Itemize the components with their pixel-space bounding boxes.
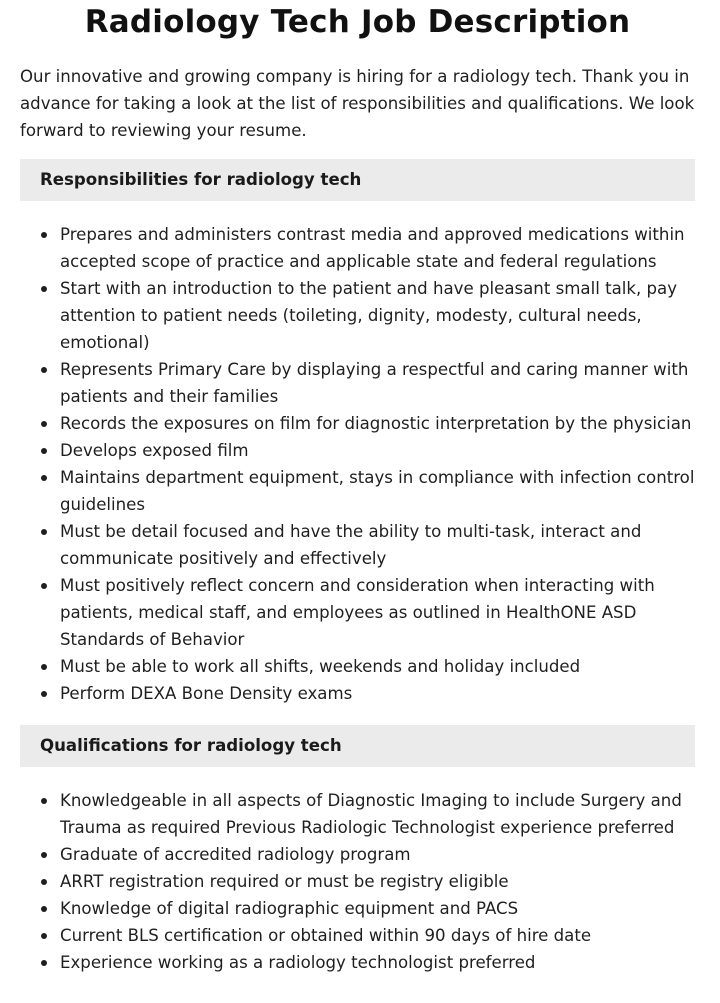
list-item [60, 410, 695, 437]
bullet-icon [41, 798, 47, 804]
list-item [60, 356, 695, 410]
list-item [60, 275, 695, 356]
bullet-icon [41, 906, 47, 912]
list-item-text: Must be detail focused and have the ability to multi-task, interact and communicate positively and effectively [60, 522, 642, 568]
bullet-icon [41, 583, 47, 589]
list-item-text: Develops exposed film [60, 441, 249, 460]
list-item [60, 518, 695, 572]
list-item [60, 895, 695, 922]
list-item [60, 787, 695, 841]
bullet-icon [41, 529, 47, 535]
bullet-icon [41, 933, 47, 939]
list-item-text: Experience working as a radiology technologist preferred [60, 953, 536, 972]
bullet-icon [41, 232, 47, 238]
bullet-icon [41, 664, 47, 670]
list-item [60, 464, 695, 518]
list-item [60, 841, 695, 868]
list-item-text: Knowledgeable in all aspects of Diagnostic Imaging to include Surgery and Trauma as required Previous Radiologic Technologist experience preferred [60, 791, 682, 837]
list-item-text: Maintains department equipment, stays in compliance with infection control guidelines [60, 468, 695, 514]
bullet-icon [41, 852, 47, 858]
list-item [60, 437, 695, 464]
qualifications-list [20, 787, 695, 976]
bullet-icon [41, 879, 47, 885]
qualifications-heading: Qualifications for radiology tech [20, 725, 695, 767]
list-item-text: Current BLS certification or obtained within 90 days of hire date [60, 926, 592, 945]
bullet-icon [41, 448, 47, 454]
bullet-icon [41, 475, 47, 481]
page-title: Radiology Tech Job Description [84, 4, 631, 40]
list-item [60, 949, 695, 976]
bullet-icon [41, 960, 47, 966]
list-item-text: Must positively reflect concern and consideration when interacting with patients, medical staff, and employees as outlined in HealthONE ASD Standards of Behavior [60, 576, 655, 649]
list-item-text: Records the exposures on film for diagnostic interpretation by the physician [60, 414, 692, 433]
bullet-icon [41, 286, 47, 292]
bullet-icon [41, 367, 47, 373]
list-item-text: Start with an introduction to the patient and have pleasant small talk, pay attention to patient needs (toileting, dignity, modesty, cultural needs, emotional) [60, 279, 678, 352]
bullet-icon [41, 691, 47, 697]
list-item-text: Perform DEXA Bone Density exams [60, 684, 353, 703]
list-item-text: Must be able to work all shifts, weekends and holiday included [60, 657, 581, 676]
list-item-text: Knowledge of digital radiographic equipment and PACS [60, 899, 519, 918]
bullet-icon [41, 421, 47, 427]
list-item-text: Prepares and administers contrast media and approved medications within accepted scope of practice and applicable state and federal regulations [60, 225, 685, 271]
intro-paragraph: Our innovative and growing company is hiring for a radiology tech. Thank you in advance for taking a look at the list of responsibilities and qualifications. We look forward to reviewing your resume. [20, 67, 695, 140]
responsibilities-heading: Responsibilities for radiology tech [20, 159, 695, 201]
list-item [60, 868, 695, 895]
list-item [60, 922, 695, 949]
list-item-text: Graduate of accredited radiology program [60, 845, 411, 864]
list-item [60, 680, 695, 707]
list-item-text: Represents Primary Care by displaying a respectful and caring manner with patients and their families [60, 360, 689, 406]
responsibilities-list [20, 221, 695, 707]
list-item [60, 221, 695, 275]
list-item-text: ARRT registration required or must be registry eligible [60, 872, 509, 891]
list-item [60, 653, 695, 680]
list-item [60, 572, 695, 653]
